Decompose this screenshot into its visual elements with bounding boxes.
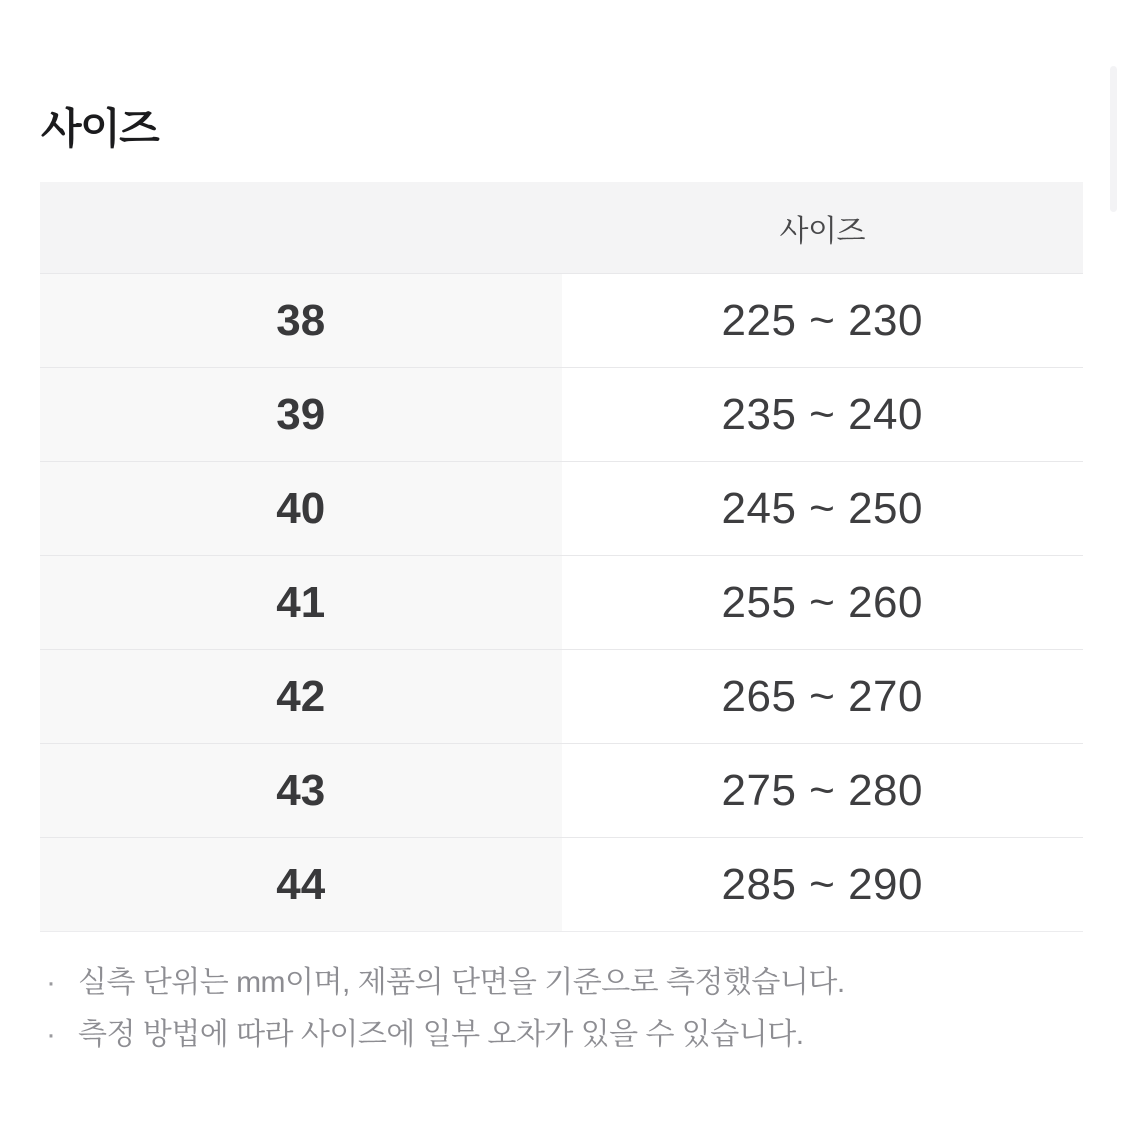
size-table-header-row bbox=[40, 182, 1083, 273]
table-row bbox=[40, 461, 1083, 555]
table-row bbox=[40, 273, 1083, 367]
note-text: 실측 단위는 mm이며, 제품의 단면을 기준으로 측정했습니다. bbox=[78, 966, 845, 999]
table-row bbox=[40, 837, 1083, 931]
table-row bbox=[40, 555, 1083, 649]
bullet-icon: · bbox=[46, 966, 56, 999]
section-title: 사이즈 bbox=[41, 105, 159, 152]
range-cell: 275 ~ 280 bbox=[562, 744, 1084, 837]
table-row bbox=[40, 367, 1083, 461]
range-cell: 265 ~ 270 bbox=[562, 650, 1084, 743]
size-cell: 42 bbox=[40, 650, 562, 743]
range-cell: 285 ~ 290 bbox=[562, 838, 1084, 931]
size-table-header-empty-cell bbox=[40, 182, 562, 273]
size-table-header-label: 사이즈 bbox=[779, 214, 865, 248]
bullet-icon: · bbox=[46, 1018, 56, 1051]
size-cell: 40 bbox=[40, 462, 562, 555]
size-table bbox=[40, 182, 1083, 932]
notes-list bbox=[40, 957, 1085, 1061]
scrollbar-thumb[interactable] bbox=[1110, 66, 1117, 212]
size-cell: 39 bbox=[40, 368, 562, 461]
note-item bbox=[40, 1009, 1085, 1061]
size-cell: 43 bbox=[40, 744, 562, 837]
range-cell: 235 ~ 240 bbox=[562, 368, 1084, 461]
table-row bbox=[40, 649, 1083, 743]
note-item bbox=[40, 957, 1085, 1009]
note-text: 측정 방법에 따라 사이즈에 일부 오차가 있을 수 있습니다. bbox=[78, 1018, 804, 1051]
size-cell: 38 bbox=[40, 274, 562, 367]
range-cell: 225 ~ 230 bbox=[562, 274, 1084, 367]
size-cell: 41 bbox=[40, 556, 562, 649]
range-cell: 255 ~ 260 bbox=[562, 556, 1084, 649]
table-row bbox=[40, 743, 1083, 837]
range-cell: 245 ~ 250 bbox=[562, 462, 1084, 555]
size-cell: 44 bbox=[40, 838, 562, 931]
